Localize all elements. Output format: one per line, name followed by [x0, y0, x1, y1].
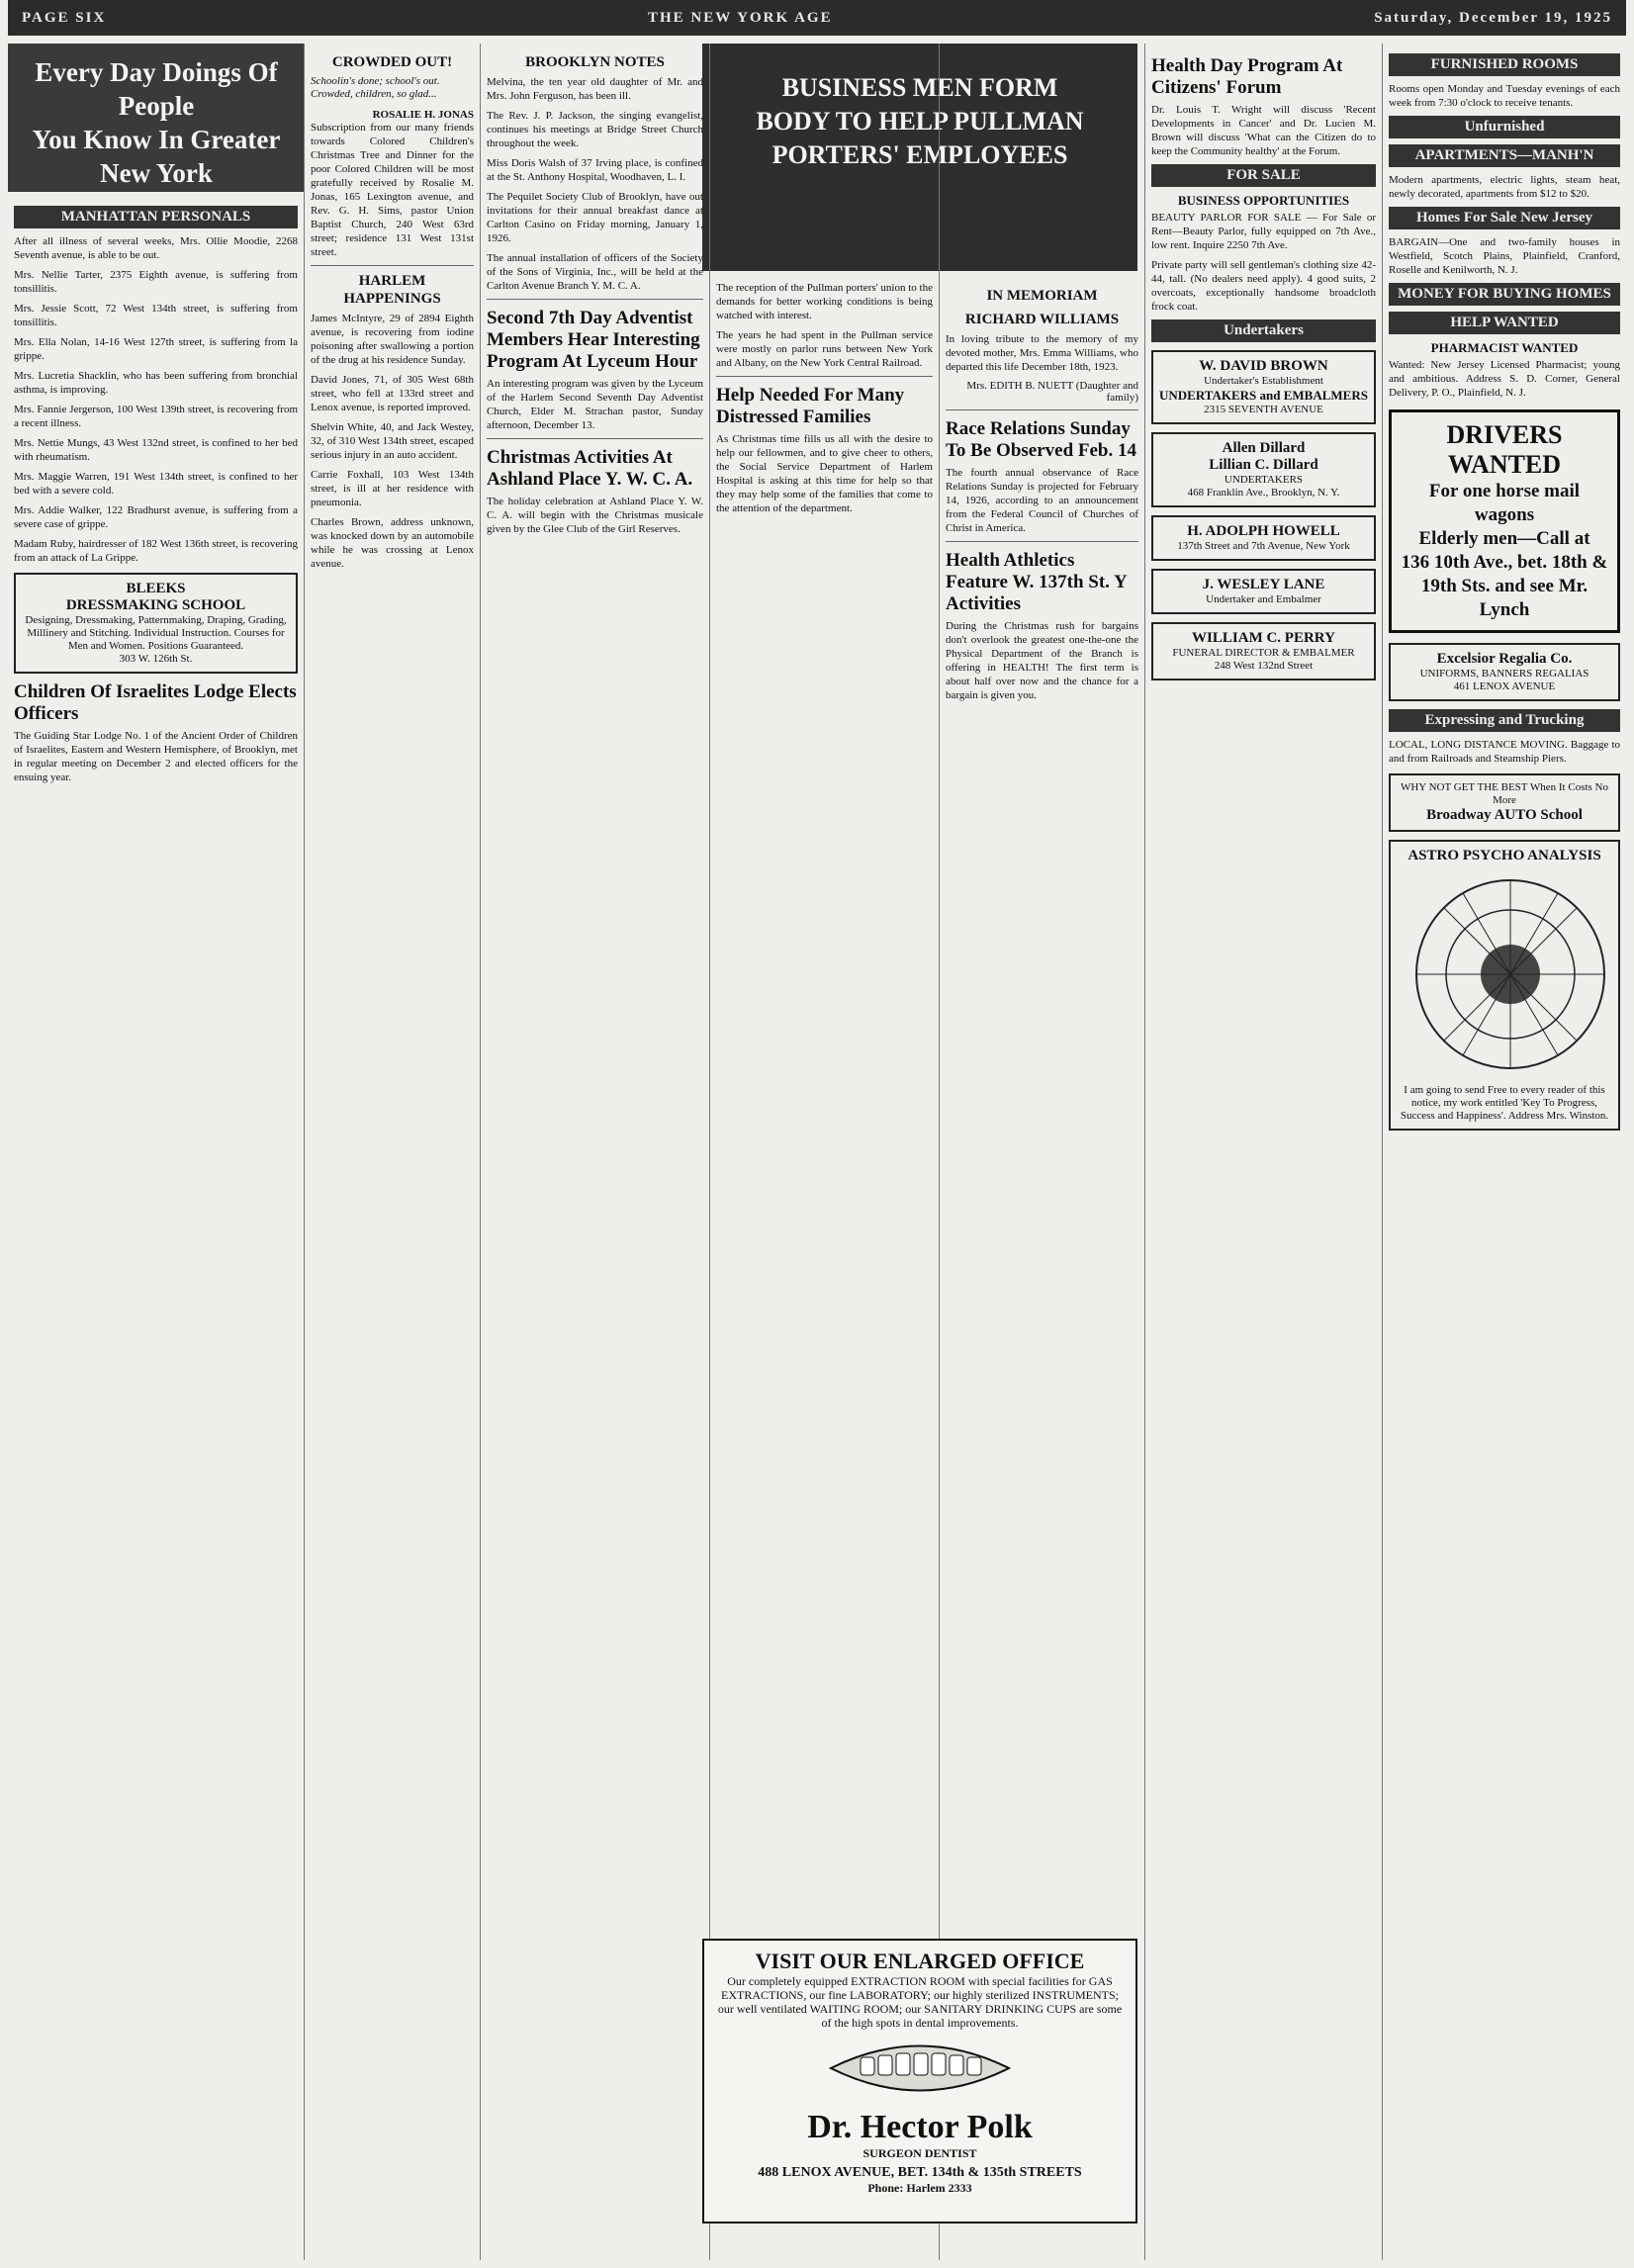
manhattan-personals-head: MANHATTAN PERSONALS: [14, 206, 298, 228]
ymca-headline: Christmas Activities At Ashland Place Y. W. C. A.: [487, 447, 693, 490]
dillard-address: 468 Franklin Ave., Brooklyn, N. Y.: [1187, 487, 1340, 499]
personal-item: Mrs. Fannie Jergerson, 100 West 139th street, is recovering from a recent illness.: [14, 404, 298, 429]
furnished-rooms-ad: Rooms open Monday and Tuesday evenings of each week from 7:30 o'clock to receive tenants.: [1389, 83, 1620, 109]
divider: [487, 438, 703, 439]
issue-date: Saturday, December 19, 1925: [1374, 9, 1612, 26]
page-number: PAGE SIX: [22, 9, 107, 26]
harlem-item: James McIntyre, 29 of 2894 Eighth avenue, is recovering from iodine poisoning after swallowing a portion of the drug at his residence Sunday.: [311, 313, 474, 366]
pharmacist-head: PHARMACIST WANTED: [1430, 340, 1579, 355]
memoriam-name: RICHARD WILLIAMS: [964, 312, 1120, 327]
auto-school-name: Broadway AUTO School: [1426, 807, 1583, 823]
dentist-ad: [702, 1939, 1137, 2223]
health-day-headline: Health Day Program At Citizens' Forum: [1151, 55, 1343, 98]
memoriam-text: In loving tribute to the memory of my devoted mother, Mrs. Emma Williams, who departed this life December 18th, 1923.: [946, 333, 1138, 373]
column-3: [481, 44, 710, 2260]
dressmaking-sub: Designing, Dressmaking, Patternmaking, Draping, Grading, Millinery and Stitching. Individual Instruction. Courses for Men and Women. Positions Guaranteed.: [25, 614, 287, 652]
race-relations-body: The fourth annual observance of Race Relations Sunday is projected for February 14, 1926, according to an announcement from the Federal Council of Churches of Christ in America.: [946, 467, 1138, 534]
poem-head: CROWDED OUT!: [331, 54, 453, 70]
adventist-headline: Second 7th Day Adventist Members Hear Interesting Program At Lyceum Hour: [487, 308, 700, 372]
astro-ad: [1389, 840, 1620, 1131]
brown-address: 2315 SEVENTH AVENUE: [1204, 404, 1323, 415]
furnished-rooms-head: FURNISHED ROOMS: [1389, 53, 1620, 76]
dressmaking-head: BLEEKS: [126, 581, 186, 596]
clothing-sale-ad: Private party will sell gentleman's clothing size 42-44, tall. (No dealers need apply). 4 good suits, 2 overcoats, exceptionally handsome broadcloth frock coat.: [1151, 259, 1376, 313]
lane-name: J. WESLEY LANE: [1202, 577, 1325, 592]
undertakers-head: Undertakers: [1151, 319, 1376, 342]
perry-ad: [1151, 622, 1376, 680]
drivers-title: DRIVERS WANTED: [1446, 420, 1563, 479]
apartments-head: APARTMENTS—MANH'N: [1389, 144, 1620, 167]
banner-line-2: You Know In Greater New York: [32, 125, 281, 188]
dentist-sub: SURGEON DENTIST: [862, 2146, 977, 2160]
homes-nj-head: Homes For Sale New Jersey: [1389, 207, 1620, 229]
perry-sub: FUNERAL DIRECTOR & EMBALMER: [1172, 647, 1355, 659]
expressing-head: Expressing and Trucking: [1389, 709, 1620, 732]
dentist-address: 488 LENOX AVENUE, BET. 134th & 135th STREETS: [758, 2165, 1082, 2180]
brooklyn-item: The Pequilet Society Club of Brooklyn, have out invitations for their annual breakfast dance at Carlton Casino on Friday morning, January 1, 1926.: [487, 191, 703, 244]
banner-line-1: Every Day Doings Of People: [35, 57, 278, 121]
brown-name: W. DAVID BROWN: [1199, 358, 1328, 374]
apartments-ad: Modern apartments, electric lights, steam heat, newly decorated, apartments from $12 to $20.: [1389, 174, 1620, 200]
business-opportunities-head: BUSINESS OPPORTUNITIES: [1177, 193, 1350, 208]
harlem-item: Shelvin White, 40, and Jack Westey, 32, of 310 West 134th street, escaped serious injury in an auto accident.: [311, 421, 474, 461]
dillard-name-2: Lillian C. Dillard: [1209, 457, 1318, 473]
regalia-ad: [1389, 643, 1620, 701]
dillard-sub: UNDERTAKERS: [1224, 474, 1304, 486]
zodiac-wheel-illustration: [1397, 870, 1624, 1078]
astro-text: I am going to send Free to every reader of this notice, my work entitled 'Key To Progress, Success and Happiness'. Address Mrs. Winston.: [1400, 1084, 1609, 1122]
personal-item: Mrs. Ella Nolan, 14-16 West 127th street, is suffering from la grippe.: [14, 336, 298, 362]
brooklyn-item: Miss Doris Walsh of 37 Irving place, is confined at the St. Anthony Hospital, Woodhaven, L. I.: [487, 157, 703, 183]
harlem-item: Carrie Foxhall, 103 West 134th street, is ill at her residence with pneumonia.: [311, 469, 474, 508]
personal-item: Mrs. Jessie Scott, 72 West 134th street, is suffering from tonsillitis.: [14, 303, 298, 328]
harlem-happenings-head: HARLEM HAPPENINGS: [343, 273, 441, 307]
charity-notice: Subscription from our many friends towards Colored Children's Christmas Tree and Dinner for the poor Colored Children will be most gratefully received by Rosalie M. Jonas, 165 Lexington avenue, and Rev. G. H. Sims, pastor Union Baptist Church, 240 West 63rd street; residence 131 West 131st street.: [311, 122, 474, 258]
race-relations-headline: Race Relations Sunday To Be Observed Feb. 14: [946, 418, 1136, 461]
lane-sub: Undertaker and Embalmer: [1206, 593, 1321, 605]
dentist-name: Dr. Hector Polk: [807, 2109, 1033, 2145]
column-2: [305, 44, 481, 2260]
dentist-ad-text: Our completely equipped EXTRACTION ROOM with special facilities for GAS EXTRACTIONS, our fine LABORATORY; our highly sterilized INSTRUMENTS; our well ventilated WAITING ROOM; our SANITARY DRINKING CUPS are some of the high spots in dental improvements.: [717, 1974, 1123, 2030]
column-6: [1145, 44, 1383, 2260]
health-day-body: Dr. Louis T. Wright will discuss 'Recent Developments in Cancer' and Dr. Lucien M. Brown will discuss 'What can the Citizen do to keep the Community healthy' at the Forum.: [1151, 104, 1376, 157]
brown-sub: Undertaker's Establishment: [1204, 375, 1323, 387]
drivers-wanted-ad: [1389, 409, 1620, 633]
poem-text: Schoolin's done; school's out. Crowded, children, so glad...: [311, 75, 440, 100]
pullman-item: The years he had spent in the Pullman service were mostly on parlor runs between New York and Albany, on the New York Central Railroad.: [716, 329, 933, 369]
brown-line: UNDERTAKERS and EMBALMERS: [1159, 388, 1368, 403]
drivers-address: 136 10th Ave., bet. 18th & 19th Sts. and see Mr. Lynch: [1401, 552, 1608, 620]
regalia-sub: UNIFORMS, BANNERS REGALIAS: [1419, 668, 1589, 680]
perry-name: WILLIAM C. PERRY: [1192, 630, 1335, 646]
personal-item: Madam Ruby, hairdresser of 182 West 136th street, is recovering from an attack of La Grippe.: [14, 538, 298, 564]
perry-address: 248 West 132nd Street: [1214, 660, 1314, 672]
column-4: [710, 44, 940, 2260]
athletics-headline: Health Athletics Feature W. 137th St. Y Activities: [946, 550, 1127, 614]
personal-item: Mrs. Nettie Mungs, 43 West 132nd street, is confined to her bed with rheumatism.: [14, 437, 298, 463]
athletics-body: During the Christmas rush for bargains don't overlook the greatest one-the-one the Physical Department of the Branch is offering in HEALTH! The first term is about half over now and the chance for a bargain is given you.: [946, 620, 1138, 701]
masthead: [8, 0, 1626, 36]
drivers-sub-2: Elderly men—Call at: [1418, 528, 1590, 549]
harlem-item: David Jones, 71, of 305 West 68th street, who fell at 133rd street and Lenox avenue, is reported improved.: [311, 374, 474, 413]
help-wanted-head: HELP WANTED: [1389, 312, 1620, 334]
divider: [946, 409, 1138, 410]
pullman-line-2: BODY TO HELP PULLMAN: [756, 107, 1084, 136]
columns: [8, 44, 1626, 2260]
personal-item: Mrs. Nellie Tarter, 2375 Eighth avenue, is suffering from tonsillitis.: [14, 269, 298, 295]
memoriam-head: IN MEMORIAM: [986, 288, 1098, 304]
dressmaking-ad: [14, 573, 298, 674]
personal-item: Mrs. Addie Walker, 122 Bradhurst avenue, is suffering from a severe case of grippe.: [14, 504, 298, 530]
regalia-name: Excelsior Regalia Co.: [1436, 651, 1573, 667]
dentures-illustration: [821, 2034, 1019, 2103]
dillard-ad: [1151, 432, 1376, 507]
brooklyn-item: The Rev. J. P. Jackson, the singing evangelist, continues his meetings at Bridge Street Church throughout the week.: [487, 110, 703, 149]
regalia-address: 461 LENOX AVENUE: [1453, 680, 1556, 692]
pullman-line-3: PORTERS' EMPLOYEES: [772, 140, 1068, 169]
beauty-parlor-ad: BEAUTY PARLOR FOR SALE — For Sale or Rent—Beauty Parlor, fully equipped on 7th Ave., low rent. Inquire 2250 7th Ave.: [1151, 212, 1376, 251]
paper-title: THE NEW YORK AGE: [647, 9, 833, 26]
howell-name: H. ADOLPH HOWELL: [1187, 523, 1340, 539]
column-7: [1383, 44, 1626, 2260]
auto-school-head: WHY NOT GET THE BEST When It Costs No More: [1400, 781, 1608, 806]
memoriam-signature: Mrs. EDITH B. NUETT (Daughter and family): [966, 380, 1138, 404]
ymca-body: The holiday celebration at Ashland Place Y. W. C. A. will begin with the Christmas musicale given by the Glee Club of the Girl Reserves.: [487, 496, 703, 535]
auto-school-ad: [1389, 773, 1620, 832]
pharmacist-ad: Wanted: New Jersey Licensed Pharmacist; young and ambitious. Address S. D. Corner, General Delivery, P. O., Plainfield, N. J.: [1389, 359, 1620, 399]
brooklyn-item: The annual installation of officers of the Society of the Sons of Virginia, Inc., will be held at the Carlton Avenue Branch Y. M. C. A.: [487, 252, 703, 292]
divider: [716, 376, 933, 377]
adventist-body: An interesting program was given by the Lyceum of the Harlem Second Seventh Day Adventist Church, Elder M. Strachan pastor, Sunday afternoon, December 13.: [487, 378, 703, 431]
pullman-line-1: BUSINESS MEN FORM: [781, 73, 1058, 102]
dressmaking-title: DRESSMAKING SCHOOL: [65, 597, 246, 613]
expressing-ad: LOCAL, LONG DISTANCE MOVING. Baggage to and from Railroads and Steamship Piers.: [1389, 739, 1620, 765]
divider: [311, 265, 474, 266]
dentist-phone: Phone: Harlem 2333: [867, 2181, 972, 2195]
israelites-headline: Children Of Israelites Lodge Elects Officers: [14, 681, 297, 724]
help-needed-body: As Christmas time fills us all with the desire to help our fellowmen, and to give cheer to others, the Social Service Department of Harlem Hospital is asking at this time for help so that they may help some of the families that come to the attention of the department.: [716, 433, 933, 514]
astro-head: ASTRO PSYCHO ANALYSIS: [1407, 848, 1601, 863]
lane-ad: [1151, 569, 1376, 614]
dentist-ad-title: VISIT OUR ENLARGED OFFICE: [755, 1949, 1085, 1973]
dressmaking-address: 303 W. 126th St.: [119, 653, 193, 665]
pullman-item: The reception of the Pullman porters' union to the demands for better working conditions is being watched with interest.: [716, 282, 933, 321]
help-needed-headline: Help Needed For Many Distressed Families: [716, 385, 905, 427]
brooklyn-notes-head: BROOKLYN NOTES: [525, 54, 665, 70]
personal-item: Mrs. Maggie Warren, 191 West 134th street, is confined to her bed with a severe cold.: [14, 471, 298, 497]
homes-nj-ad: BARGAIN—One and two-family houses in Westfield, Scotch Plains, Plainfield, Cranford, Roselle and Kenilworth, N. J.: [1389, 236, 1620, 276]
personal-item: Mrs. Lucretia Shacklin, who has been suffering from bronchial asthma, is improving.: [14, 370, 298, 396]
for-sale-head: FOR SALE: [1151, 164, 1376, 187]
divider: [487, 299, 703, 300]
israelites-body: The Guiding Star Lodge No. 1 of the Ancient Order of Children of Israelites, Eastern and Western Hemisphere, of Brooklyn, met in regular meeting on December 2 and elected officers for the ensuing year.: [14, 730, 298, 783]
brooklyn-item: Melvina, the ten year old daughter of Mr. and Mrs. John Ferguson, has been ill.: [487, 76, 703, 102]
divider: [946, 541, 1138, 542]
column-5: [940, 44, 1145, 2260]
brown-ad: [1151, 350, 1376, 424]
drivers-sub: For one horse mail wagons: [1428, 481, 1581, 525]
unfurnished-head: Unfurnished: [1389, 116, 1620, 138]
money-homes-head: MONEY FOR BUYING HOMES: [1389, 283, 1620, 306]
howell-ad: [1151, 515, 1376, 561]
column-1: [8, 44, 305, 2260]
personal-item: After all illness of several weeks, Mrs. Ollie Moodie, 2268 Seventh avenue, is able to be out.: [14, 235, 298, 261]
poem-author: ROSALIE H. JONAS: [372, 109, 474, 121]
harlem-item: Charles Brown, address unknown, was knocked down by an automobile while he was crossing at Lenox avenue.: [311, 516, 474, 570]
dillard-name: Allen Dillard: [1222, 440, 1306, 456]
howell-address: 137th Street and 7th Avenue, New York: [1177, 540, 1350, 552]
